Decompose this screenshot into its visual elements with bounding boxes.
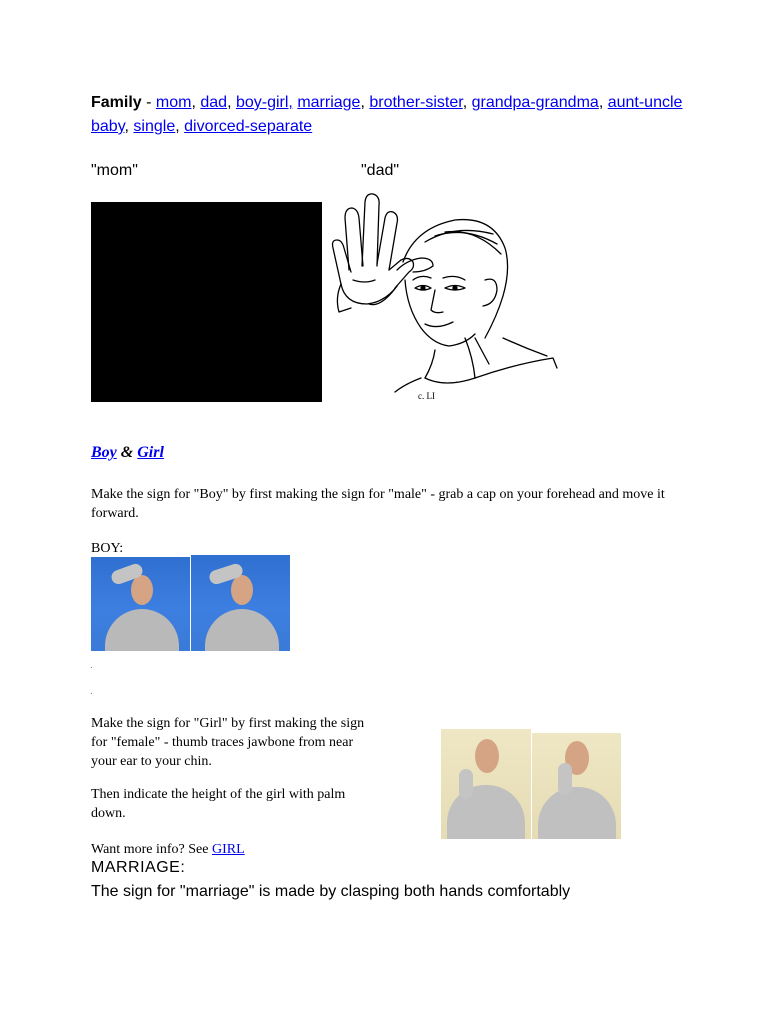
link-mom[interactable]: mom: [155, 94, 192, 111]
girl-description: Make the sign for "Girl" by first making the sign for "female" - thumb traces jawbone from near your ear to your chin.: [91, 716, 365, 769]
family-nav: Family - mom, dad, boy-girl, marriage, brother-sister, grandpa-grandma, aunt-uncle: [91, 94, 683, 111]
family-nav-line-2: baby, single, divorced-separate: [91, 118, 313, 135]
person-head: [475, 739, 499, 773]
marriage-description: The sign for "marriage" is made by clasping both hands comfortably: [91, 883, 571, 900]
link-dad[interactable]: dad: [200, 94, 228, 111]
boy-girl-heading: [91, 444, 164, 462]
marriage-label: MARRIAGE:: [91, 859, 186, 876]
boy-label: BOY:: [91, 541, 124, 556]
boy-heading-link[interactable]: Boy: [91, 444, 117, 461]
family-separator: -: [141, 94, 156, 111]
spacer-dot: .: [90, 660, 93, 671]
family-label: Family: [91, 94, 142, 111]
boy-sign-photo-1: [91, 557, 190, 651]
person-head: [231, 575, 253, 605]
person-arm: [558, 763, 572, 795]
person-torso: [105, 609, 179, 651]
copyright-caption: c. LI: [418, 391, 435, 401]
spacer-dot: .: [90, 686, 93, 697]
dad-sign-illustration-icon: [325, 188, 565, 404]
girl-height-text: Then indicate the height of the girl with palm down.: [91, 787, 346, 821]
link-boy-girl[interactable]: boy-girl,: [235, 94, 293, 111]
link-aunt-uncle[interactable]: aunt-uncle: [607, 94, 683, 111]
person-torso: [205, 609, 279, 651]
boy-sign-photo-2: [191, 555, 290, 651]
person-arm: [459, 769, 473, 799]
more-info-text: Want more info? See: [91, 842, 212, 857]
heading-ampersand: &: [116, 444, 138, 461]
boy-description: Make the sign for "Boy" by first making the sign for "male" - grab a cap on your forehead and move it forward.: [91, 487, 665, 521]
girl-sign-photo-1: [441, 729, 531, 839]
link-brother-sister[interactable]: brother-sister: [369, 94, 463, 111]
person-torso: [538, 787, 616, 839]
link-baby[interactable]: baby: [91, 118, 125, 135]
person-head: [131, 575, 153, 605]
link-divorced-separate[interactable]: divorced-separate: [184, 118, 313, 135]
mom-caption: "mom": [91, 162, 138, 179]
girl-heading-link[interactable]: Girl: [137, 444, 164, 461]
link-marriage[interactable]: marriage: [297, 94, 361, 111]
link-grandpa-grandma[interactable]: grandpa-grandma: [471, 94, 599, 111]
mom-video[interactable]: [91, 202, 322, 402]
link-single[interactable]: single: [133, 118, 176, 135]
girl-sign-photo-2: [532, 733, 621, 839]
dad-caption: "dad": [361, 162, 400, 179]
girl-more-link[interactable]: GIRL: [211, 842, 245, 857]
